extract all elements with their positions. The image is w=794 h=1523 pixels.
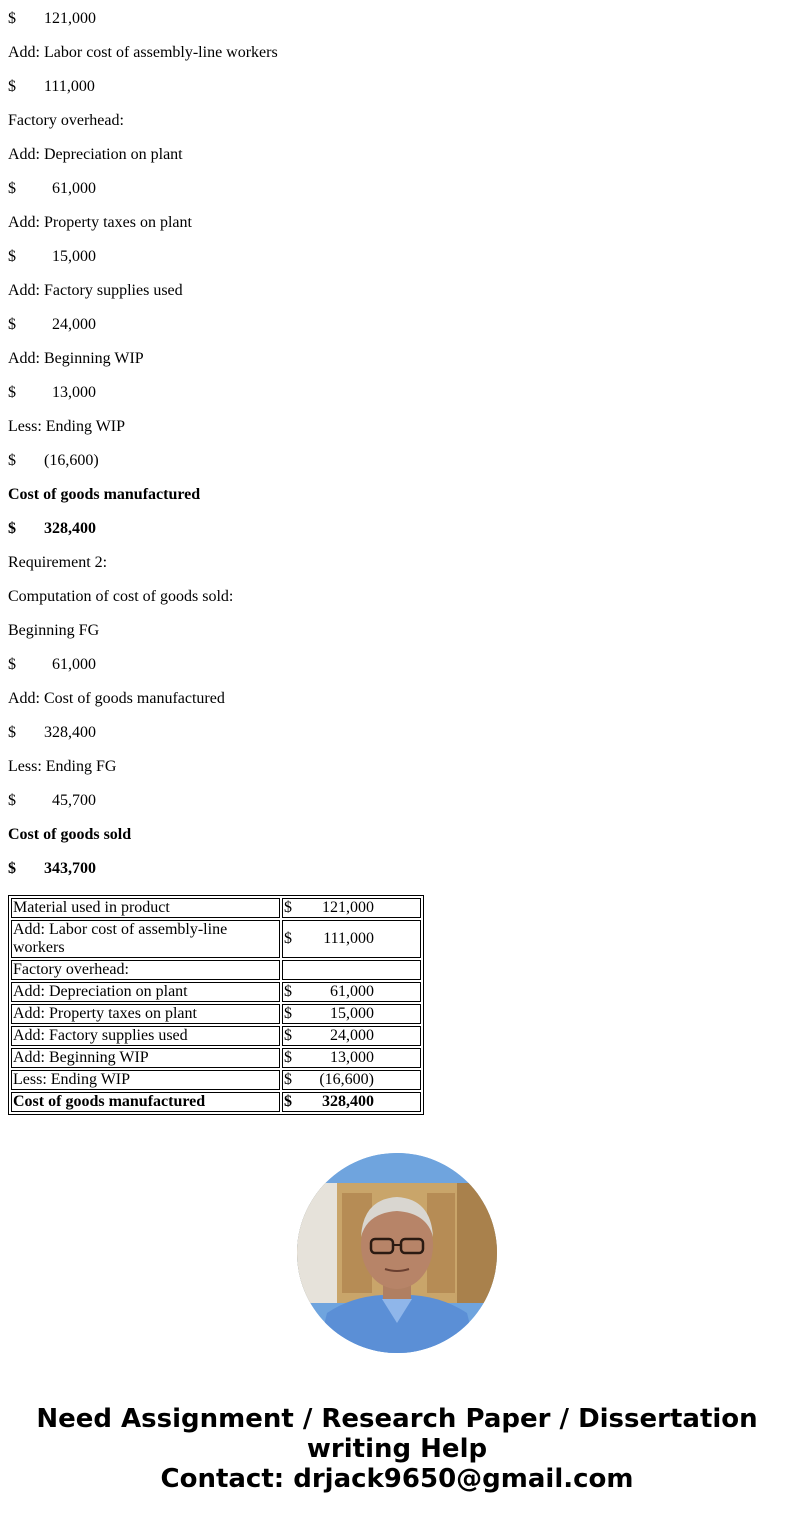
line-label: Add: Factory supplies used xyxy=(8,282,183,299)
line-label: Add: Depreciation on plant xyxy=(8,146,183,163)
line-label: Add: Beginning WIP xyxy=(8,350,144,367)
row-label: Factory overhead: xyxy=(11,960,280,980)
line-amount xyxy=(8,78,95,96)
cta-contact: Contact: drjack9650@gmail.com xyxy=(160,1464,634,1494)
line-label: Add: Property taxes on plant xyxy=(8,214,192,231)
cta-headline: Need Assignment / Research Paper / Dissertation writing Help xyxy=(36,1404,758,1464)
row-amount xyxy=(282,1026,421,1046)
table-row xyxy=(11,920,421,958)
amount-value: 45,700 xyxy=(44,792,96,809)
row-amount xyxy=(282,960,421,980)
line-amount xyxy=(8,180,96,198)
row-amount xyxy=(282,1092,421,1112)
row-label: Add: Labor cost of assembly-line workers xyxy=(11,920,280,958)
amount-value: 328,400 xyxy=(44,520,96,537)
amount-value: 111,000 xyxy=(44,78,95,95)
line-label: Cost of goods sold xyxy=(8,826,132,843)
currency-symbol: $ xyxy=(284,899,292,916)
cogm-table xyxy=(8,895,424,1115)
amount-value: 13,000 xyxy=(44,384,96,401)
line-amount xyxy=(8,656,96,674)
row-amount xyxy=(282,982,421,1002)
line-amount xyxy=(8,520,96,538)
currency-symbol: $ xyxy=(284,1071,292,1088)
amount-value: 24,000 xyxy=(44,316,96,333)
line-amount xyxy=(8,10,96,28)
currency-symbol: $ xyxy=(8,78,16,95)
line-amount xyxy=(8,248,96,266)
person-photo-icon xyxy=(297,1153,497,1353)
currency-symbol: $ xyxy=(8,724,16,741)
currency-symbol: $ xyxy=(284,1093,292,1110)
amount-value: 343,700 xyxy=(44,860,96,877)
row-amount xyxy=(282,920,421,958)
currency-symbol: $ xyxy=(8,656,16,673)
amount-value: 121,000 xyxy=(44,10,96,27)
amount-value: 61,000 xyxy=(44,656,96,673)
contact-banner xyxy=(0,1404,794,1494)
line-amount xyxy=(8,384,96,402)
currency-symbol: $ xyxy=(8,520,16,537)
line-amount xyxy=(8,860,96,878)
amount-value: (16,600) xyxy=(319,1071,374,1088)
amount-value: 15,000 xyxy=(330,1005,374,1022)
row-label: Less: Ending WIP xyxy=(11,1070,280,1090)
line-label: Add: Labor cost of assembly-line workers xyxy=(8,44,278,61)
currency-symbol: $ xyxy=(8,180,16,197)
row-label: Cost of goods manufactured xyxy=(11,1092,280,1112)
currency-symbol: $ xyxy=(8,452,16,469)
amount-value: 111,000 xyxy=(323,930,374,947)
line-label: Cost of goods manufactured xyxy=(8,486,201,503)
table-row xyxy=(11,1070,421,1090)
currency-symbol: $ xyxy=(8,10,16,27)
row-label: Add: Property taxes on plant xyxy=(11,1004,280,1024)
currency-symbol: $ xyxy=(8,316,16,333)
line-label: Less: Ending FG xyxy=(8,758,117,775)
row-amount xyxy=(282,1048,421,1068)
line-amount xyxy=(8,724,96,742)
row-amount xyxy=(282,1004,421,1024)
line-label: Computation of cost of goods sold: xyxy=(8,588,234,605)
line-label: Factory overhead: xyxy=(8,112,124,129)
currency-symbol: $ xyxy=(8,248,16,265)
table-row xyxy=(11,1026,421,1046)
row-amount xyxy=(282,898,421,918)
line-amount xyxy=(8,452,99,470)
table-row xyxy=(11,982,421,1002)
currency-symbol: $ xyxy=(284,1049,292,1066)
table-row xyxy=(11,898,421,918)
currency-symbol: $ xyxy=(284,930,292,947)
amount-value: (16,600) xyxy=(44,452,99,469)
author-avatar xyxy=(297,1153,497,1353)
line-label: Less: Ending WIP xyxy=(8,418,126,435)
line-label: Requirement 2: xyxy=(8,554,108,571)
currency-symbol: $ xyxy=(284,983,292,1000)
table-row xyxy=(11,1092,421,1112)
amount-value: 328,400 xyxy=(322,1093,374,1110)
amount-value: 15,000 xyxy=(44,248,96,265)
currency-symbol: $ xyxy=(8,860,16,877)
amount-value: 121,000 xyxy=(322,899,374,916)
line-label: Add: Cost of goods manufactured xyxy=(8,690,225,707)
table-row xyxy=(11,1048,421,1068)
currency-symbol: $ xyxy=(284,1005,292,1022)
table-row xyxy=(11,1004,421,1024)
row-label: Add: Beginning WIP xyxy=(11,1048,280,1068)
amount-value: 61,000 xyxy=(44,180,96,197)
row-amount xyxy=(282,1070,421,1090)
currency-symbol: $ xyxy=(8,384,16,401)
row-label: Add: Depreciation on plant xyxy=(11,982,280,1002)
amount-value: 328,400 xyxy=(44,724,96,741)
row-label: Add: Factory supplies used xyxy=(11,1026,280,1046)
row-label: Material used in product xyxy=(11,898,280,918)
amount-value: 13,000 xyxy=(330,1049,374,1066)
line-amount xyxy=(8,316,96,334)
amount-value: 61,000 xyxy=(330,983,374,1000)
currency-symbol: $ xyxy=(284,1027,292,1044)
table-row xyxy=(11,960,421,980)
line-label: Beginning FG xyxy=(8,622,100,639)
currency-symbol: $ xyxy=(8,792,16,809)
line-amount xyxy=(8,792,96,810)
amount-value: 24,000 xyxy=(330,1027,374,1044)
